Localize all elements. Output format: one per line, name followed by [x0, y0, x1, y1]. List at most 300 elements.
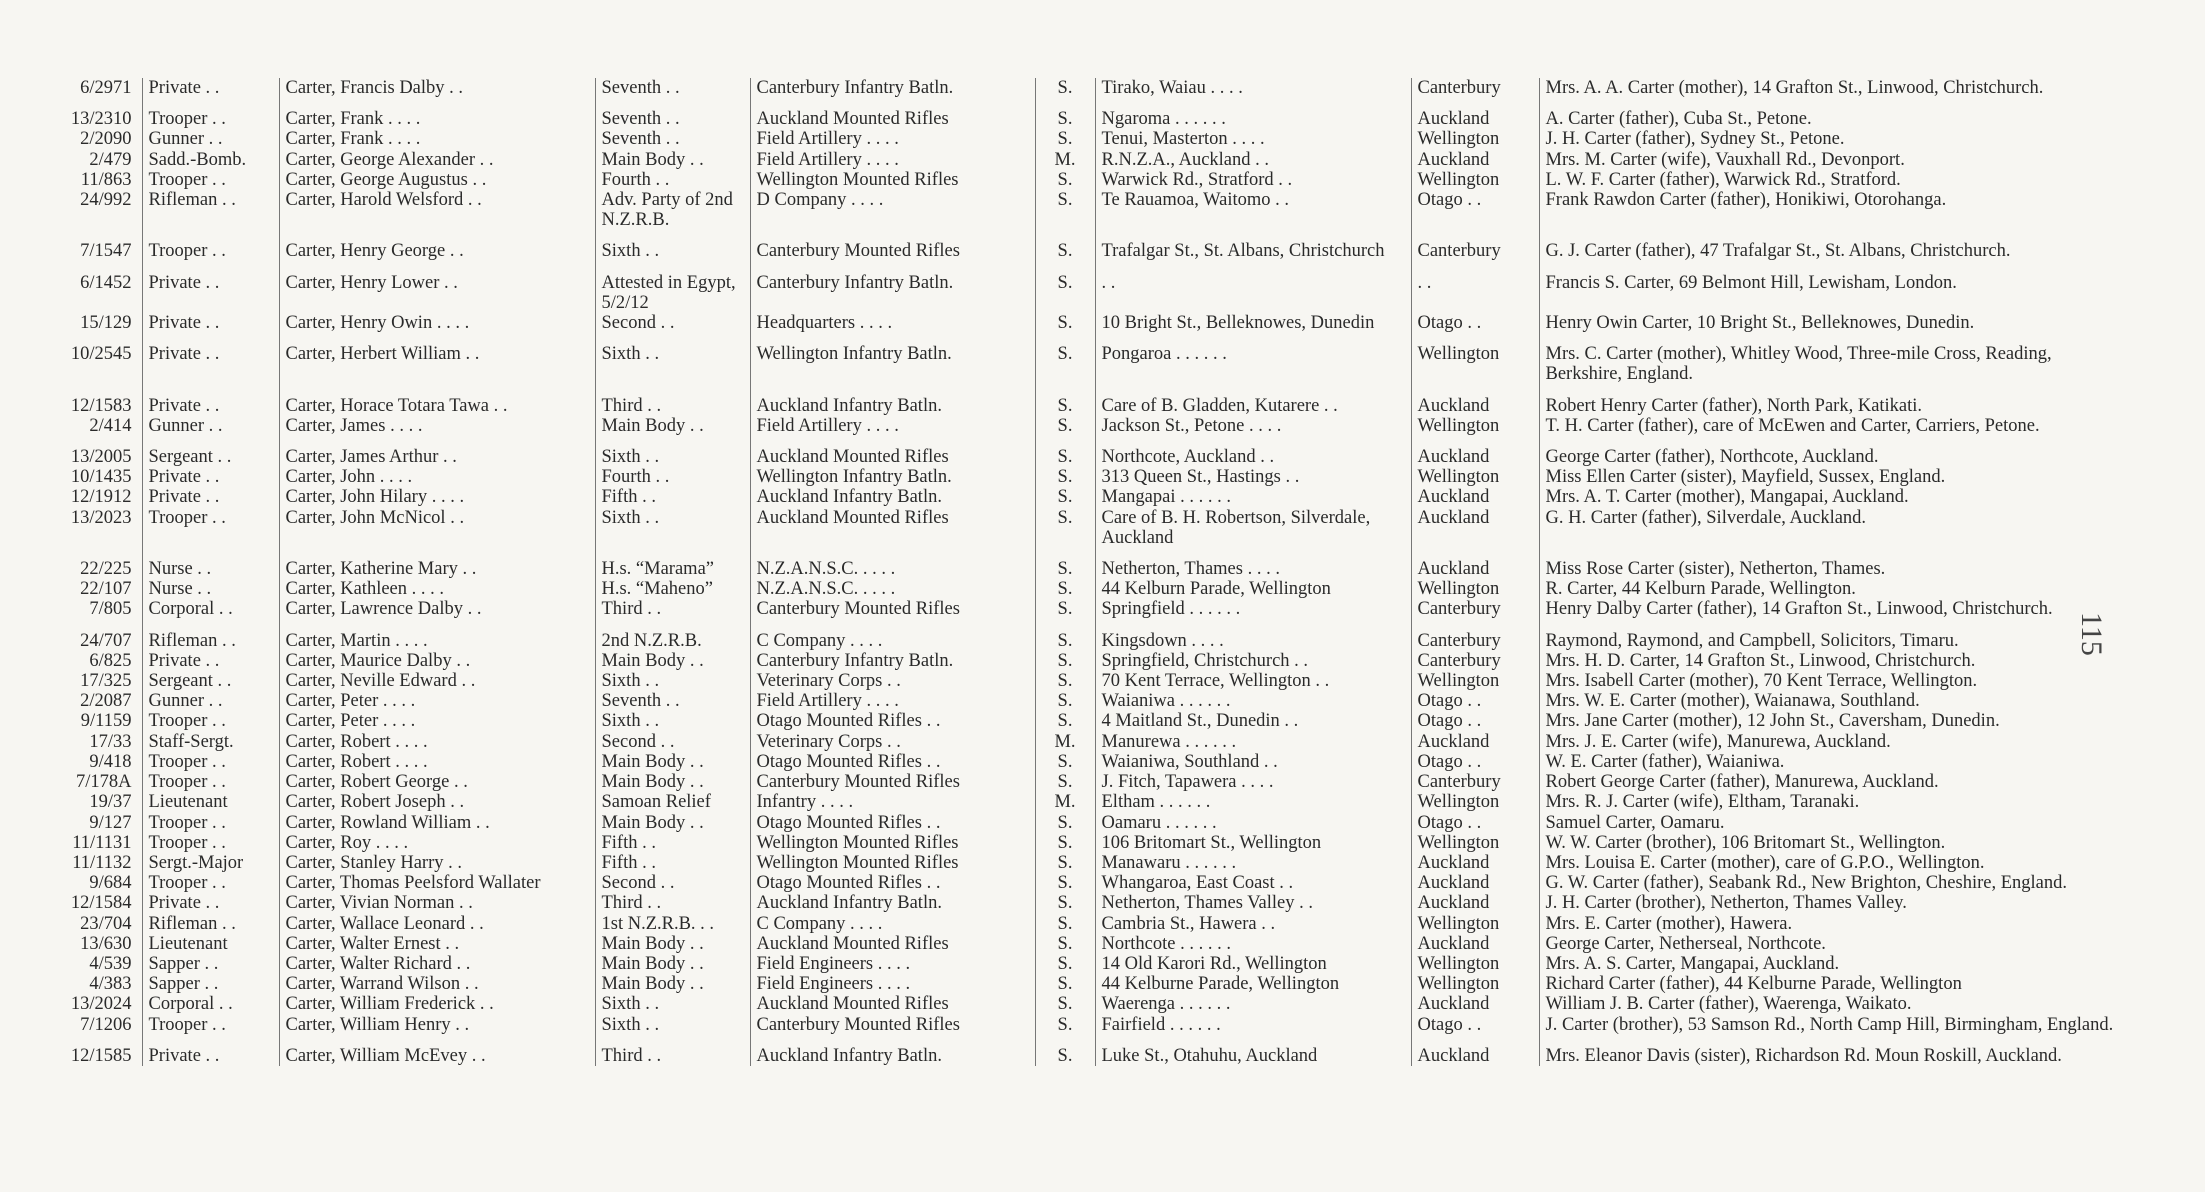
- next-of-kin-cell: Robert Henry Carter (father), North Park, Katikati.: [1545, 395, 1923, 416]
- name-cell: Carter, Katherine Mary . .: [279, 548, 595, 579]
- regimental-number-cell: 7/178A: [50, 772, 142, 792]
- unit-cell: Headquarters . . . .: [750, 313, 1035, 333]
- draft-cell: Sixth . .: [595, 994, 750, 1014]
- next-of-kin-cell: Mrs. A. T. Carter (mother), Mangapai, Auckland.: [1545, 487, 1909, 508]
- page-number: 115: [2075, 612, 2108, 656]
- address-cell: 10 Bright St., Belleknowes, Dunedin: [1095, 313, 1411, 333]
- rank-cell: Nurse . .: [142, 579, 279, 599]
- address-cell: Ngaroma . . . . . .: [1095, 98, 1411, 129]
- unit-cell: Auckland Infantry Batln.: [750, 385, 1035, 416]
- address-cell: Cambria St., Hawera . .: [1095, 914, 1411, 934]
- next-of-kin-cell: Mrs. R. J. Carter (wife), Eltham, Taranaki.: [1545, 792, 1860, 813]
- table-row: [50, 792, 2130, 812]
- unit-cell: Wellington Mounted Rifles: [750, 833, 1035, 853]
- next-of-kin-cell: L. W. F. Carter (father), Warwick Rd., Stratford.: [1545, 169, 1901, 190]
- regimental-number-cell: 6/2971: [50, 78, 142, 98]
- draft-cell: Sixth . .: [595, 436, 750, 467]
- next-of-kin-cell: Mrs. A. S. Carter, Mangapai, Auckland.: [1545, 953, 1840, 974]
- district-cell: Wellington: [1411, 954, 1539, 974]
- draft-cell: Second . .: [595, 732, 750, 752]
- unit-cell: Field Artillery . . . .: [750, 150, 1035, 170]
- unit-cell: Field Engineers . . . .: [750, 974, 1035, 994]
- marital-status-cell: S.: [1035, 599, 1095, 619]
- district-cell: Wellington: [1411, 579, 1539, 599]
- address-cell: Springfield . . . . . .: [1095, 599, 1411, 619]
- next-of-kin-cell: A. Carter (father), Cuba St., Petone.: [1545, 109, 1812, 130]
- next-of-kin-cell: R. Carter, 44 Kelburn Parade, Wellington.: [1545, 579, 1856, 600]
- district-cell: Auckland: [1411, 548, 1539, 579]
- district-cell: Auckland: [1411, 487, 1539, 507]
- regimental-number-cell: 12/1583: [50, 385, 142, 416]
- draft-cell: Adv. Party of 2nd N.Z.R.B.: [595, 190, 750, 230]
- district-cell: Canterbury: [1411, 78, 1539, 98]
- name-cell: Carter, Thomas Peelsford Wallater: [279, 873, 595, 893]
- address-cell: Waianiwa, Southland . .: [1095, 752, 1411, 772]
- rank-cell: Gunner . .: [142, 129, 279, 149]
- next-of-kin-cell: Mrs. W. E. Carter (mother), Waianawa, Southland.: [1545, 691, 1920, 712]
- unit-cell: Auckland Infantry Batln.: [750, 487, 1035, 507]
- regimental-number-cell: 11/863: [50, 170, 142, 190]
- table-row: [50, 230, 2130, 261]
- district-cell: Wellington: [1411, 416, 1539, 436]
- table-row: [50, 934, 2130, 954]
- marital-status-cell: S.: [1035, 974, 1095, 994]
- table-row: [50, 98, 2130, 129]
- rank-cell: Rifleman . .: [142, 620, 279, 651]
- address-cell: Trafalgar St., St. Albans, Christchurch: [1095, 230, 1411, 261]
- name-cell: Carter, Maurice Dalby . .: [279, 651, 595, 671]
- regimental-number-cell: 11/1131: [50, 833, 142, 853]
- regimental-number-cell: 17/325: [50, 671, 142, 691]
- regimental-number-cell: 13/2023: [50, 508, 142, 548]
- rank-cell: Trooper . .: [142, 752, 279, 772]
- district-cell: Auckland: [1411, 1035, 1539, 1066]
- table-row: [50, 974, 2130, 994]
- rank-cell: Sergeant . .: [142, 671, 279, 691]
- address-cell: Waerenga . . . . . .: [1095, 994, 1411, 1014]
- name-cell: Carter, Robert George . .: [279, 772, 595, 792]
- next-of-kin-cell: J. H. Carter (father), Sydney St., Petone.: [1545, 129, 1845, 150]
- marital-status-cell: S.: [1035, 190, 1095, 230]
- next-of-kin-cell: Raymond, Raymond, and Campbell, Solicitors, Timaru.: [1545, 630, 1959, 651]
- marital-status-cell: S.: [1035, 914, 1095, 934]
- regimental-number-cell: 24/992: [50, 190, 142, 230]
- draft-cell: Sixth . .: [595, 230, 750, 261]
- name-cell: Carter, Henry Owin . . . .: [279, 313, 595, 333]
- draft-cell: Third . .: [595, 599, 750, 619]
- regimental-number-cell: 2/2087: [50, 691, 142, 711]
- draft-cell: Sixth . .: [595, 1015, 750, 1035]
- table-row: [50, 190, 2130, 230]
- rank-cell: Trooper . .: [142, 711, 279, 731]
- rank-cell: Trooper . .: [142, 813, 279, 833]
- table-row: [50, 772, 2130, 792]
- next-of-kin-cell: Mrs. M. Carter (wife), Vauxhall Rd., Devonport.: [1545, 149, 1905, 170]
- table-row: [50, 150, 2130, 170]
- draft-cell: Main Body . .: [595, 813, 750, 833]
- regimental-number-cell: 13/630: [50, 934, 142, 954]
- regimental-number-cell: 19/37: [50, 792, 142, 812]
- next-of-kin-cell: Henry Owin Carter, 10 Bright St., Belleknowes, Dunedin.: [1545, 313, 1975, 334]
- table-row: [50, 579, 2130, 599]
- unit-cell: Wellington Mounted Rifles: [750, 853, 1035, 873]
- table-row: [50, 1035, 2130, 1066]
- district-cell: Wellington: [1411, 974, 1539, 994]
- unit-cell: Auckland Mounted Rifles: [750, 508, 1035, 548]
- name-cell: Carter, Kathleen . . . .: [279, 579, 595, 599]
- next-of-kin-cell: Mrs. J. E. Carter (wife), Manurewa, Auckland.: [1545, 731, 1891, 752]
- name-cell: Carter, Warrand Wilson . .: [279, 974, 595, 994]
- district-cell: Wellington: [1411, 333, 1539, 384]
- table-row: [50, 599, 2130, 619]
- marital-status-cell: S.: [1035, 813, 1095, 833]
- draft-cell: Attested in Egypt, 5/2/12: [595, 262, 750, 313]
- district-cell: Canterbury: [1411, 230, 1539, 261]
- draft-cell: Second . .: [595, 313, 750, 333]
- unit-cell: Canterbury Infantry Batln.: [750, 651, 1035, 671]
- next-of-kin-cell: W. E. Carter (father), Waianiwa.: [1545, 751, 1785, 772]
- next-of-kin-cell: Samuel Carter, Oamaru.: [1545, 812, 1725, 833]
- next-of-kin-cell: Robert George Carter (father), Manurewa, Auckland.: [1545, 772, 1939, 793]
- district-cell: Otago . .: [1411, 313, 1539, 333]
- unit-cell: Auckland Infantry Batln.: [750, 1035, 1035, 1066]
- address-cell: Netherton, Thames Valley . .: [1095, 893, 1411, 913]
- rank-cell: Lieutenant: [142, 792, 279, 812]
- next-of-kin-cell: Mrs. Eleanor Davis (sister), Richardson Rd. Moun Roskill, Auckland.: [1545, 1045, 2062, 1066]
- district-cell: Auckland: [1411, 508, 1539, 548]
- regimental-number-cell: 13/2005: [50, 436, 142, 467]
- marital-status-cell: S.: [1035, 934, 1095, 954]
- regimental-number-cell: 9/684: [50, 873, 142, 893]
- regimental-number-cell: 6/1452: [50, 262, 142, 313]
- table-row: [50, 78, 2130, 98]
- draft-cell: Main Body . .: [595, 752, 750, 772]
- unit-cell: Canterbury Mounted Rifles: [750, 772, 1035, 792]
- rank-cell: Sapper . .: [142, 974, 279, 994]
- unit-cell: Auckland Mounted Rifles: [750, 436, 1035, 467]
- address-cell: Waianiwa . . . . . .: [1095, 691, 1411, 711]
- district-cell: Otago . .: [1411, 1015, 1539, 1035]
- regimental-number-cell: 2/479: [50, 150, 142, 170]
- unit-cell: Auckland Mounted Rifles: [750, 994, 1035, 1014]
- address-cell: Kingsdown . . . .: [1095, 620, 1411, 651]
- table-row: [50, 813, 2130, 833]
- district-cell: Canterbury: [1411, 620, 1539, 651]
- next-of-kin-cell: Frank Rawdon Carter (father), Honikiwi, Otorohanga.: [1545, 190, 1947, 211]
- marital-status-cell: M.: [1035, 150, 1095, 170]
- rank-cell: Trooper . .: [142, 230, 279, 261]
- district-cell: Canterbury: [1411, 772, 1539, 792]
- draft-cell: Seventh . .: [595, 129, 750, 149]
- unit-cell: Otago Mounted Rifles . .: [750, 711, 1035, 731]
- name-cell: Carter, Neville Edward . .: [279, 671, 595, 691]
- marital-status-cell: S.: [1035, 893, 1095, 913]
- name-cell: Carter, Walter Richard . .: [279, 954, 595, 974]
- address-cell: 14 Old Karori Rd., Wellington: [1095, 954, 1411, 974]
- rank-cell: Gunner . .: [142, 691, 279, 711]
- address-cell: Luke St., Otahuhu, Auckland: [1095, 1035, 1411, 1066]
- next-of-kin-cell: Mrs. Jane Carter (mother), 12 John St., Caversham, Dunedin.: [1545, 711, 2000, 732]
- draft-cell: Main Body . .: [595, 651, 750, 671]
- address-cell: . .: [1095, 262, 1411, 313]
- marital-status-cell: S.: [1035, 711, 1095, 731]
- next-of-kin-cell: G. W. Carter (father), Seabank Rd., New Brighton, Cheshire, England.: [1545, 873, 2067, 894]
- district-cell: Wellington: [1411, 833, 1539, 853]
- table-row: [50, 833, 2130, 853]
- next-of-kin-cell: W. W. Carter (brother), 106 Britomart St., Wellington.: [1545, 832, 1946, 853]
- unit-cell: Auckland Mounted Rifles: [750, 98, 1035, 129]
- regimental-number-cell: 9/127: [50, 813, 142, 833]
- name-cell: Carter, William Frederick . .: [279, 994, 595, 1014]
- address-cell: Springfield, Christchurch . .: [1095, 651, 1411, 671]
- regimental-number-cell: 10/2545: [50, 333, 142, 384]
- rank-cell: Private . .: [142, 893, 279, 913]
- name-cell: Carter, Francis Dalby . .: [279, 78, 595, 98]
- unit-cell: Veterinary Corps . .: [750, 732, 1035, 752]
- unit-cell: Otago Mounted Rifles . .: [750, 752, 1035, 772]
- name-cell: Carter, Horace Totara Tawa . .: [279, 385, 595, 416]
- name-cell: Carter, Henry Lower . .: [279, 262, 595, 313]
- unit-cell: Canterbury Mounted Rifles: [750, 230, 1035, 261]
- regimental-number-cell: 9/418: [50, 752, 142, 772]
- name-cell: Carter, James . . . .: [279, 416, 595, 436]
- address-cell: Northcote, Auckland . .: [1095, 436, 1411, 467]
- marital-status-cell: S.: [1035, 385, 1095, 416]
- next-of-kin-cell: Mrs. Louisa E. Carter (mother), care of G.P.O., Wellington.: [1545, 852, 1985, 873]
- unit-cell: N.Z.A.N.S.C. . . . .: [750, 548, 1035, 579]
- draft-cell: Sixth . .: [595, 333, 750, 384]
- name-cell: Carter, Harold Welsford . .: [279, 190, 595, 230]
- marital-status-cell: S.: [1035, 170, 1095, 190]
- table-row: [50, 313, 2130, 333]
- draft-cell: Main Body . .: [595, 974, 750, 994]
- unit-cell: Canterbury Mounted Rifles: [750, 1015, 1035, 1035]
- rank-cell: Private . .: [142, 487, 279, 507]
- draft-cell: Samoan Relief: [595, 792, 750, 812]
- table-row: [50, 416, 2130, 436]
- unit-cell: Auckland Mounted Rifles: [750, 934, 1035, 954]
- next-of-kin-cell: J. Carter (brother), 53 Samson Rd., North Camp Hill, Birmingham, England.: [1545, 1014, 2114, 1035]
- next-of-kin-cell: T. H. Carter (father), care of McEwen and Carter, Carriers, Petone.: [1545, 415, 2040, 436]
- district-cell: Wellington: [1411, 671, 1539, 691]
- next-of-kin-cell: Mrs. Isabell Carter (mother), 70 Kent Terrace, Wellington.: [1545, 671, 1978, 692]
- nominal-roll-table: [50, 78, 2130, 1066]
- draft-cell: Third . .: [595, 385, 750, 416]
- name-cell: Carter, Roy . . . .: [279, 833, 595, 853]
- marital-status-cell: S.: [1035, 691, 1095, 711]
- regimental-number-cell: 4/539: [50, 954, 142, 974]
- marital-status-cell: S.: [1035, 78, 1095, 98]
- next-of-kin-cell: Mrs. A. A. Carter (mother), 14 Grafton St., Linwood, Christchurch.: [1545, 78, 2044, 98]
- name-cell: Carter, William McEvey . .: [279, 1035, 595, 1066]
- unit-cell: C Company . . . .: [750, 914, 1035, 934]
- unit-cell: Auckland Infantry Batln.: [750, 893, 1035, 913]
- address-cell: 4 Maitland St., Dunedin . .: [1095, 711, 1411, 731]
- address-cell: Whangaroa, East Coast . .: [1095, 873, 1411, 893]
- name-cell: Carter, Robert . . . .: [279, 752, 595, 772]
- draft-cell: Third . .: [595, 1035, 750, 1066]
- district-cell: Wellington: [1411, 792, 1539, 812]
- regimental-number-cell: 6/825: [50, 651, 142, 671]
- name-cell: Carter, Stanley Harry . .: [279, 853, 595, 873]
- regimental-number-cell: 2/414: [50, 416, 142, 436]
- draft-cell: H.s. “Marama”: [595, 548, 750, 579]
- marital-status-cell: S.: [1035, 752, 1095, 772]
- draft-cell: Main Body . .: [595, 954, 750, 974]
- marital-status-cell: S.: [1035, 436, 1095, 467]
- table-row: [50, 873, 2130, 893]
- rank-cell: Private . .: [142, 262, 279, 313]
- draft-cell: H.s. “Maheno”: [595, 579, 750, 599]
- unit-cell: Canterbury Mounted Rifles: [750, 599, 1035, 619]
- marital-status-cell: S.: [1035, 671, 1095, 691]
- unit-cell: Field Artillery . . . .: [750, 691, 1035, 711]
- district-cell: Canterbury: [1411, 651, 1539, 671]
- name-cell: Carter, William Henry . .: [279, 1015, 595, 1035]
- draft-cell: Fourth . .: [595, 467, 750, 487]
- roll-body: [50, 78, 2130, 1066]
- table-row: [50, 508, 2130, 548]
- next-of-kin-cell: Miss Ellen Carter (sister), Mayfield, Sussex, England.: [1545, 467, 1946, 488]
- next-of-kin-cell: G. J. Carter (father), 47 Trafalgar St., St. Albans, Christchurch.: [1545, 241, 2011, 262]
- marital-status-cell: S.: [1035, 333, 1095, 384]
- table-row: [50, 1015, 2130, 1035]
- unit-cell: Infantry . . . .: [750, 792, 1035, 812]
- rank-cell: Sergeant . .: [142, 436, 279, 467]
- rank-cell: Private . .: [142, 313, 279, 333]
- marital-status-cell: S.: [1035, 313, 1095, 333]
- next-of-kin-cell: Mrs. C. Carter (mother), Whitley Wood, Three-mile Cross, Reading, Berkshire, England.: [1545, 344, 2052, 385]
- rank-cell: Corporal . .: [142, 599, 279, 619]
- district-cell: Auckland: [1411, 385, 1539, 416]
- marital-status-cell: S.: [1035, 579, 1095, 599]
- table-row: [50, 853, 2130, 873]
- draft-cell: Seventh . .: [595, 691, 750, 711]
- unit-cell: D Company . . . .: [750, 190, 1035, 230]
- address-cell: Manawaru . . . . . .: [1095, 853, 1411, 873]
- district-cell: Auckland: [1411, 436, 1539, 467]
- draft-cell: Main Body . .: [595, 150, 750, 170]
- marital-status-cell: S.: [1035, 954, 1095, 974]
- address-cell: Care of B. H. Robertson, Silverdale, Auckland: [1095, 508, 1411, 548]
- table-row: [50, 752, 2130, 772]
- regimental-number-cell: 15/129: [50, 313, 142, 333]
- table-row: [50, 129, 2130, 149]
- rank-cell: Staff-Sergt.: [142, 732, 279, 752]
- marital-status-cell: S.: [1035, 467, 1095, 487]
- next-of-kin-cell: William J. B. Carter (father), Waerenga, Waikato.: [1545, 994, 1912, 1015]
- regimental-number-cell: 7/1547: [50, 230, 142, 261]
- table-row: [50, 954, 2130, 974]
- regimental-number-cell: 24/707: [50, 620, 142, 651]
- unit-cell: N.Z.A.N.S.C. . . . .: [750, 579, 1035, 599]
- draft-cell: Second . .: [595, 873, 750, 893]
- marital-status-cell: S.: [1035, 508, 1095, 548]
- regimental-number-cell: 12/1912: [50, 487, 142, 507]
- address-cell: Tenui, Masterton . . . .: [1095, 129, 1411, 149]
- regimental-number-cell: 9/1159: [50, 711, 142, 731]
- rank-cell: Trooper . .: [142, 1015, 279, 1035]
- next-of-kin-cell: George Carter (father), Northcote, Auckland.: [1545, 447, 1879, 468]
- district-cell: Otago . .: [1411, 711, 1539, 731]
- name-cell: Carter, Frank . . . .: [279, 129, 595, 149]
- marital-status-cell: S.: [1035, 548, 1095, 579]
- address-cell: Tirako, Waiau . . . .: [1095, 78, 1411, 98]
- district-cell: Otago . .: [1411, 691, 1539, 711]
- table-row: [50, 651, 2130, 671]
- table-row: [50, 620, 2130, 651]
- rank-cell: Lieutenant: [142, 934, 279, 954]
- name-cell: Carter, John Hilary . . . .: [279, 487, 595, 507]
- table-row: [50, 262, 2130, 313]
- district-cell: Auckland: [1411, 150, 1539, 170]
- unit-cell: Otago Mounted Rifles . .: [750, 813, 1035, 833]
- rank-cell: Private . .: [142, 385, 279, 416]
- address-cell: R.N.Z.A., Auckland . .: [1095, 150, 1411, 170]
- address-cell: Netherton, Thames . . . .: [1095, 548, 1411, 579]
- rank-cell: Sapper . .: [142, 954, 279, 974]
- address-cell: 44 Kelburn Parade, Wellington: [1095, 579, 1411, 599]
- rank-cell: Nurse . .: [142, 548, 279, 579]
- regimental-number-cell: 2/2090: [50, 129, 142, 149]
- district-cell: Auckland: [1411, 934, 1539, 954]
- district-cell: Auckland: [1411, 98, 1539, 129]
- rank-cell: Private . .: [142, 467, 279, 487]
- regimental-number-cell: 22/225: [50, 548, 142, 579]
- name-cell: Carter, John . . . .: [279, 467, 595, 487]
- marital-status-cell: S.: [1035, 487, 1095, 507]
- unit-cell: Otago Mounted Rifles . .: [750, 873, 1035, 893]
- draft-cell: Main Body . .: [595, 416, 750, 436]
- rank-cell: Private . .: [142, 1035, 279, 1066]
- name-cell: Carter, John McNicol . .: [279, 508, 595, 548]
- district-cell: Otago . .: [1411, 190, 1539, 230]
- regimental-number-cell: 11/1132: [50, 853, 142, 873]
- address-cell: Eltham . . . . . .: [1095, 792, 1411, 812]
- table-row: [50, 711, 2130, 731]
- name-cell: Carter, Walter Ernest . .: [279, 934, 595, 954]
- address-cell: Pongaroa . . . . . .: [1095, 333, 1411, 384]
- name-cell: Carter, Peter . . . .: [279, 711, 595, 731]
- unit-cell: Wellington Mounted Rifles: [750, 170, 1035, 190]
- marital-status-cell: S.: [1035, 833, 1095, 853]
- rank-cell: Trooper . .: [142, 170, 279, 190]
- marital-status-cell: M.: [1035, 732, 1095, 752]
- unit-cell: Canterbury Infantry Batln.: [750, 262, 1035, 313]
- next-of-kin-cell: Henry Dalby Carter (father), 14 Grafton St., Linwood, Christchurch.: [1545, 599, 2053, 620]
- address-cell: 106 Britomart St., Wellington: [1095, 833, 1411, 853]
- table-row: [50, 732, 2130, 752]
- address-cell: 313 Queen St., Hastings . .: [1095, 467, 1411, 487]
- district-cell: Wellington: [1411, 914, 1539, 934]
- address-cell: 70 Kent Terrace, Wellington . .: [1095, 671, 1411, 691]
- rank-cell: Sergt.-Major: [142, 853, 279, 873]
- next-of-kin-cell: George Carter, Netherseal, Northcote.: [1545, 933, 1826, 954]
- table-row: [50, 671, 2130, 691]
- table-row: [50, 548, 2130, 579]
- table-row: [50, 170, 2130, 190]
- unit-cell: Canterbury Infantry Batln.: [750, 78, 1035, 98]
- address-cell: Jackson St., Petone . . . .: [1095, 416, 1411, 436]
- name-cell: Carter, Lawrence Dalby . .: [279, 599, 595, 619]
- name-cell: Carter, Wallace Leonard . .: [279, 914, 595, 934]
- regimental-number-cell: 10/1435: [50, 467, 142, 487]
- district-cell: Auckland: [1411, 994, 1539, 1014]
- name-cell: Carter, George Alexander . .: [279, 150, 595, 170]
- address-cell: J. Fitch, Tapawera . . . .: [1095, 772, 1411, 792]
- unit-cell: Wellington Infantry Batln.: [750, 467, 1035, 487]
- draft-cell: Main Body . .: [595, 934, 750, 954]
